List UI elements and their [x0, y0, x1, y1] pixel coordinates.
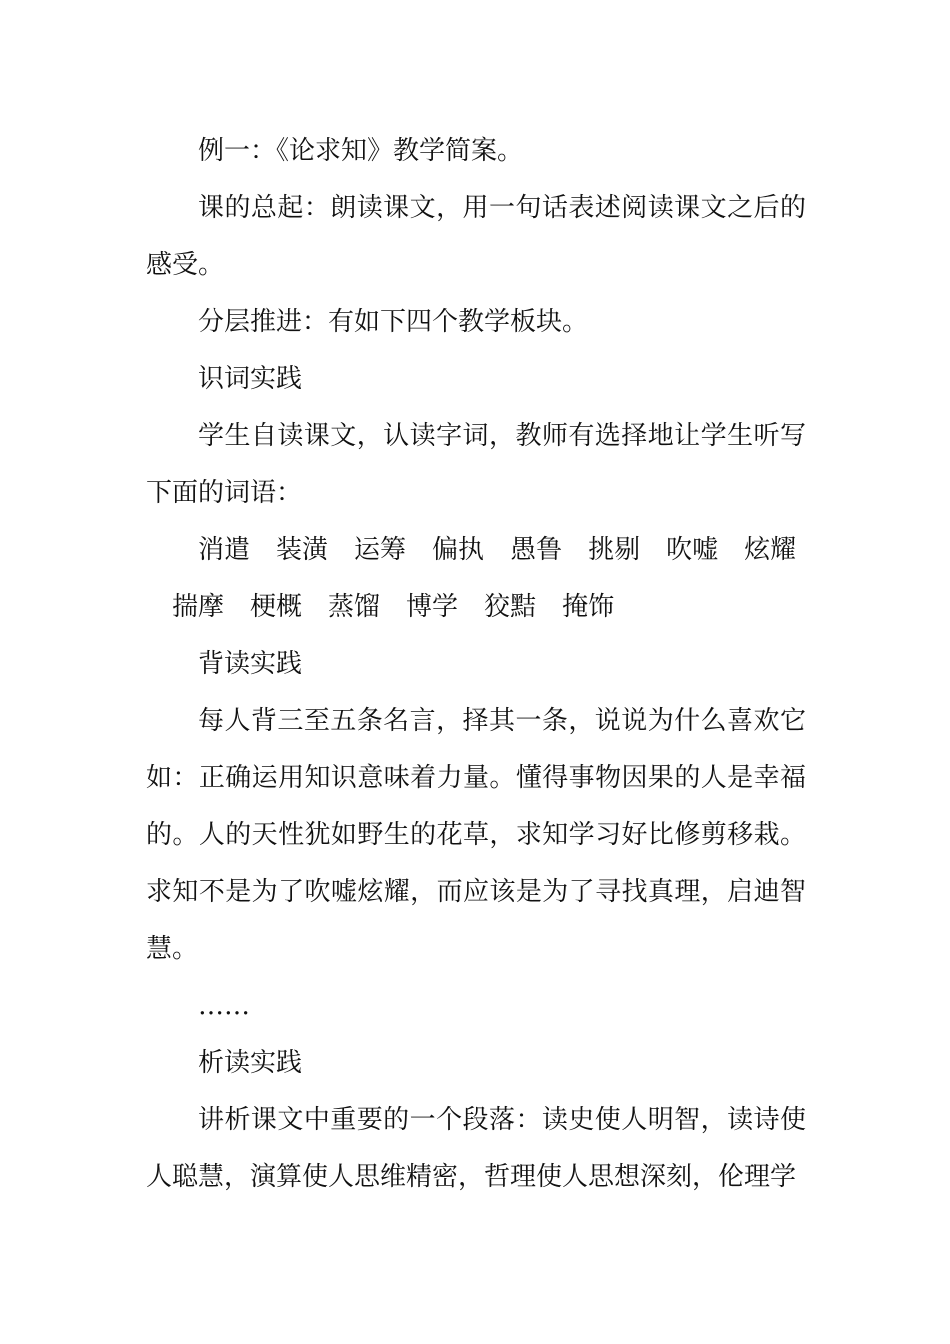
- vocab-word: 蒸馏: [328, 592, 381, 622]
- document-body: [146, 123, 806, 1206]
- example-title: 例一：《论求知》教学简案。: [198, 136, 524, 166]
- vocab-word: 狡黠: [484, 592, 537, 622]
- section-heading-vocabulary: 识词实践: [198, 364, 303, 394]
- vocab-word: 博学: [406, 592, 459, 622]
- vocab-word: 吹嘘: [666, 535, 719, 565]
- layered-progress: 分层推进：有如下四个教学板块。: [198, 307, 589, 337]
- recitation-paragraph: 每人背三至五条名言，择其一条，说说为什么喜欢它如：正确运用知识意味着力量。懂得事物因果的人是幸福的。人的天性犹如野生的花草，求知学习好比修剪移栽。求知不是为了吹嘘炫耀，而应该是为了寻找真理，启迪智慧。: [146, 706, 806, 964]
- vocab-word: 掩饰: [562, 592, 615, 622]
- vocab-word: 消遣: [198, 535, 251, 565]
- section-heading-recitation: 背读实践: [198, 649, 303, 679]
- vocab-word: 揣摩: [172, 592, 225, 622]
- vocab-word: 装潢: [276, 535, 329, 565]
- vocabulary-instruction: 学生自读课文，认读字词，教师有选择地让学生听写下面的词语：: [146, 421, 806, 508]
- section-heading-analysis: 析读实践: [198, 1048, 303, 1078]
- lesson-opening: 课的总起：朗读课文，用一句话表述阅读课文之后的感受。: [146, 193, 806, 280]
- analysis-paragraph: 讲析课文中重要的一个段落：读史使人明智，读诗使人聪慧，演算使人思维精密，哲理使人思想深刻，伦理学: [146, 1105, 806, 1192]
- vocabulary-list: [146, 522, 806, 636]
- vocab-word: 梗概: [250, 592, 303, 622]
- vocab-word: 运筹: [354, 535, 407, 565]
- vocab-word: 炫耀: [744, 535, 797, 565]
- vocab-word: 愚鲁: [510, 535, 563, 565]
- vocab-word: 偏执: [432, 535, 485, 565]
- vocab-word: 挑剔: [588, 535, 641, 565]
- ellipsis: ……: [198, 991, 250, 1021]
